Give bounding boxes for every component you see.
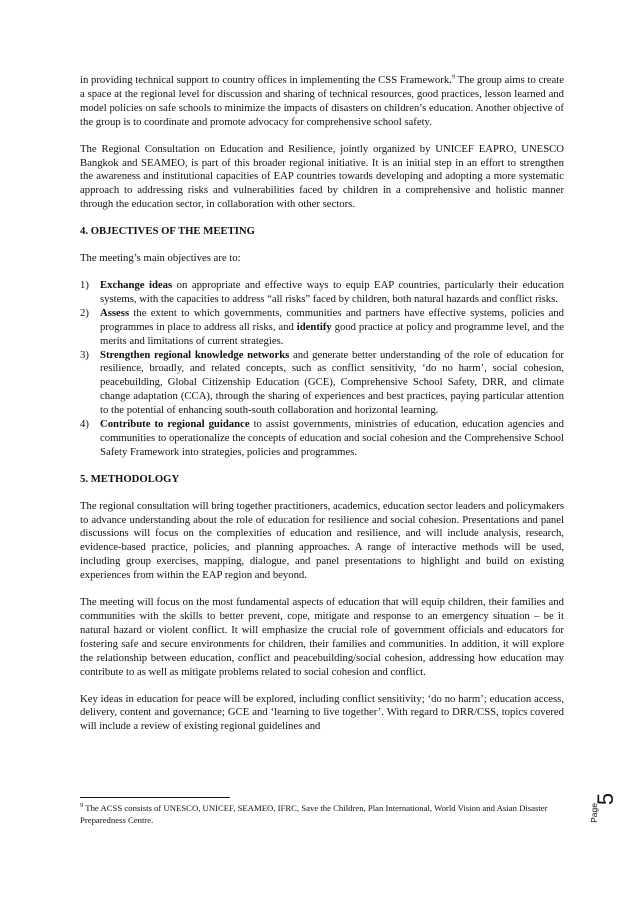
list-number: 2)	[80, 306, 89, 319]
list-item	[80, 279, 564, 307]
objectives-intro: The meeting’s main objectives are to:	[80, 252, 241, 265]
list-number: 3)	[80, 348, 89, 361]
paragraph-text: in providing technical support to country offices in implementing the CSS Framework.	[80, 74, 452, 86]
list-item-text: good practice at policy and programme level, and the merits and limitations of current strategies.	[100, 320, 564, 347]
methodology-paragraph-2: The meeting will focus on the most fundamental aspects of education that will equip children, their families and communities with the skills to better prevent, cope, mitigate and response to an emergency situation – be it natural hazard or violent conflict. It will emphasize the crucial role of government officials and educators for fostering safe and secure environments for children, their families and communities. In addition, it will explore the relationship between education, conflict and peacebuilding/social cohesion, addressing how education may contribute to as well as mitigate problems related to social cohesion and conflict.	[80, 596, 564, 678]
list-item-text: and generate better understanding of the role of education for resilience, broadly, and related concepts, such as conflict sensitivity, ‘do no harm’, social cohesion, peacebuilding, Global Citizenship Education (GCE), Comprehensive School Safety, DRR, and climate change adaptation (CCA), through the sharing of experiences and best practices, paying particular attention to the potential of enhancing south-south collaboration and horizontal learning.	[100, 348, 564, 417]
paragraph-regional-consultation: The Regional Consultation on Education and Resilience, jointly organized by UNICEF EAPRO, UNESCO Bangkok and SEAMEO, is part of this broader regional initiative. It is an initial step in an effort to strengthen the awareness and institutional capacities of EAP countries towards developing and adopting a more systematic approach to addressing risks and vulnerabilities faced by children in a comprehensive and holistic manner through the education sector, in collaboration with other sectors.	[80, 142, 564, 211]
footnote	[80, 802, 560, 826]
list-item-bold: Assess	[100, 306, 130, 319]
list-item-bold: identify	[296, 320, 332, 333]
list-item-text: on appropriate and effective ways to equip EAP countries, particularly their education systems, with the capacities to address “all risks” faced by children, both natural hazards and conflict risks.	[100, 278, 564, 305]
list-item	[80, 418, 564, 460]
list-item-text: the extent to which governments, communities and partners have effective systems, policies and programmes in place to address all risks, and	[100, 306, 564, 333]
list-item-bold: Exchange ideas	[100, 278, 173, 291]
methodology-paragraph-3: Key ideas in education for peace will be explored, including conflict sensitivity; ‘do no harm’; education access, delivery, content and governance; GCE and ‘learning to live together’. With regard to DRR/CSS, topics covered will include a review of existing regional guidelines and	[80, 692, 564, 733]
objectives-list	[80, 279, 564, 460]
section-5-heading: 5. METHODOLOGY	[80, 472, 180, 485]
list-item-bold: Strengthen regional knowledge networks	[100, 348, 290, 361]
footnote-text: The ACSS consists of UNESCO, UNICEF, SEAMEO, IFRC, Save the Children, Plan International, World Vision and Asian Disaster Preparedness Centre.	[80, 803, 548, 825]
list-item-bold: Contribute to regional guidance	[100, 418, 250, 431]
methodology-paragraph-1: The regional consultation will bring together practitioners, academics, education sector leaders and policymakers to advance understanding about the role of education for resilience and social cohesion. Presentations and panel discussions will focus on the complexities of education and resilience, and will include analysis, research, evidence-based practice, policies, and planning approaches. A range of interactive methods will be used, including group exercises, mapping, dialogue, and panel presentations to highlight and build on existing experiences from within the EAP region and beyond.	[80, 499, 564, 582]
list-number: 1)	[80, 278, 89, 291]
footnote-divider	[80, 797, 230, 798]
footnote-number: 9	[80, 802, 84, 810]
list-item	[80, 349, 564, 419]
section-4-heading: 4. OBJECTIVES OF THE MEETING	[80, 225, 255, 238]
body-text	[80, 74, 564, 734]
paragraph-css-group	[80, 74, 564, 130]
page-number-value: 5	[593, 792, 619, 806]
list-item	[80, 307, 564, 349]
page-label: Page	[588, 803, 599, 823]
footnote-ref: 9	[451, 73, 456, 81]
list-number: 4)	[80, 418, 89, 431]
list-item-text: to assist governments, ministries of education, education agencies and communities to operationalize the concepts of education and social cohesion and the Comprehensive School Safety Framework into strategies, policies and programmes.	[100, 418, 564, 458]
page-number	[590, 786, 620, 826]
paragraph-text: The group aims to create a space at the regional level for discussion and sharing of technical resources, good practices, lesson learned and model policies on safe schools to minimize the impacts of disasters on children’s education. Another objective of the group is to coordinate and promote advocacy for comprehensive school safety.	[80, 74, 564, 128]
